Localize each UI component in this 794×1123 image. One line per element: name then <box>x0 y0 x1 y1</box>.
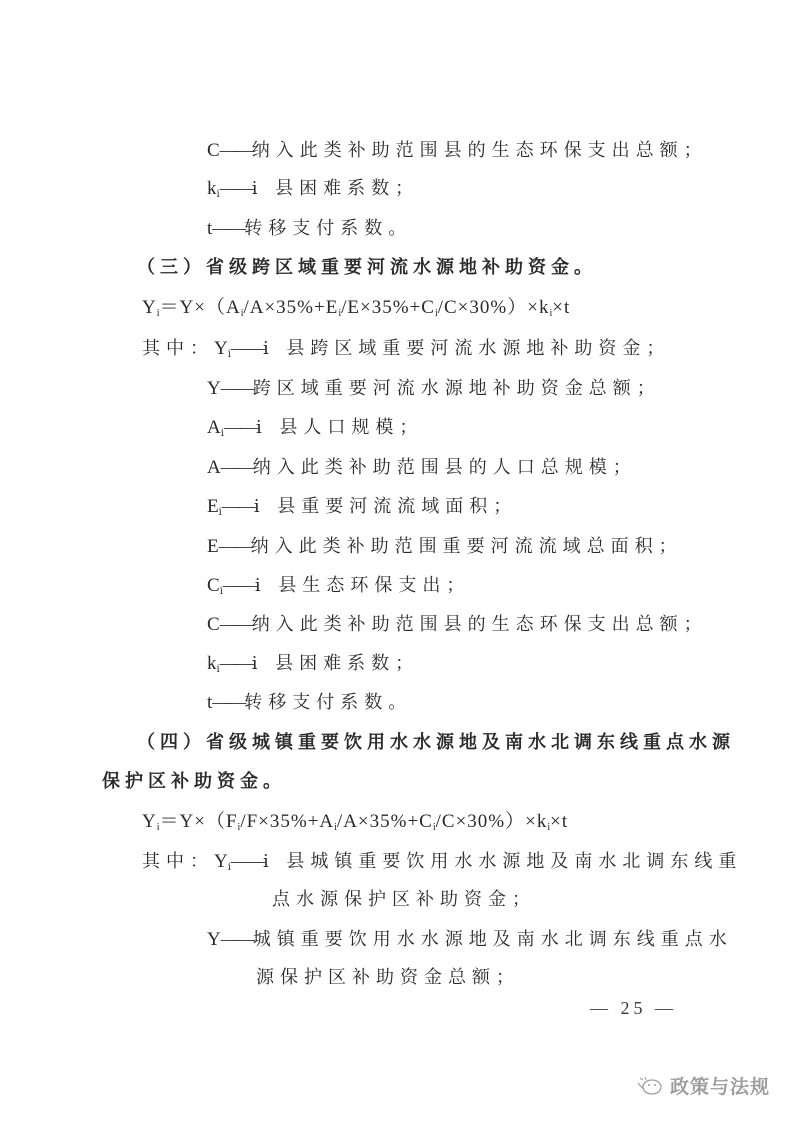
em-dash: —— <box>219 178 252 198</box>
section3-def-Ei: $E_i——i$ 县重要河流流域面积； <box>207 496 518 518</box>
section3-def-E: E——纳入此类补助范围重要河流流域总面积； <box>207 536 683 557</box>
subscript: i <box>227 349 231 360</box>
em-dash: —— <box>219 140 252 160</box>
page-number: — 25 — <box>590 998 677 1018</box>
watermark-text: 政策与法规 <box>670 1076 771 1098</box>
section3-def-Yi <box>142 336 670 367</box>
def-line-C-total <box>207 138 708 163</box>
section4-def-Y-cont: 源保护区补助资金总额； <box>256 967 520 988</box>
where-label: 其中： <box>142 338 214 359</box>
definition-text: i 县困难系数； <box>251 178 420 199</box>
section3-def-t: t——转移支付系数。 <box>207 692 413 713</box>
symbol: Y <box>214 338 228 359</box>
definition-text: i 县跨区域重要河流水源地补助资金； <box>262 338 671 359</box>
symbol: k <box>207 178 217 199</box>
section4-def-Yi: 其中：$Y_i——i$ 县城镇重要饮用水水源地及南水北调东线重 <box>142 851 743 873</box>
section3-def-Y: Y——跨区域重要河流水源地补助资金总额； <box>207 378 661 399</box>
watermark <box>636 1072 770 1099</box>
section3-heading: （三）省级跨区域重要河流水源地补助资金。 <box>137 257 597 278</box>
section3-formula: $Y_i=Y\times(A_i/A\times 35\%+E_i/E\times 35\%+C_i/C\times 30\%)\times k_i\times t$ <box>142 297 571 319</box>
section3-def-Ai: $A_i——i$ 县人口规模； <box>207 417 424 439</box>
symbol: t <box>207 218 213 239</box>
definition-text: 纳入此类补助范围县的生态环保支出总额； <box>251 140 708 161</box>
section3-def-C: C——纳入此类补助范围县的生态环保支出总额； <box>207 614 708 635</box>
section4-def-Yi-cont: 点水源保护区补助资金； <box>272 889 536 910</box>
section4-def-Y: Y——城镇重要饮用水水源地及南水北调东线重点水 <box>207 929 733 950</box>
wechat-icon <box>636 1075 664 1097</box>
em-dash: —— <box>230 338 263 358</box>
where-label: 其中： <box>142 851 214 872</box>
symbol: C <box>207 140 220 161</box>
section3-def-ki: $k_i——i$ 县困难系数； <box>207 653 420 675</box>
em-dash: —— <box>212 218 245 238</box>
section4-heading-line1: （四）省级城镇重要饮用水水源地及南水北调东线重点水源 <box>137 732 735 753</box>
section3-def-Ci: $C_i——i$ 县生态环保支出； <box>207 575 471 597</box>
section3-def-A: A——纳入此类补助范围县的人口总规模； <box>207 457 637 478</box>
subscript: i <box>216 189 220 200</box>
def-line-t <box>207 216 412 241</box>
section4-heading-line2: 保护区补助资金。 <box>102 771 286 792</box>
definition-text: 转移支付系数。 <box>244 218 413 239</box>
section4-formula: $Y_i=Y\times(F_i/F\times 35\%+A_i/A\times 35\%+C_i/C\times 30\%)\times k_i\times t$ <box>142 811 569 833</box>
def-line-ki <box>207 176 419 207</box>
